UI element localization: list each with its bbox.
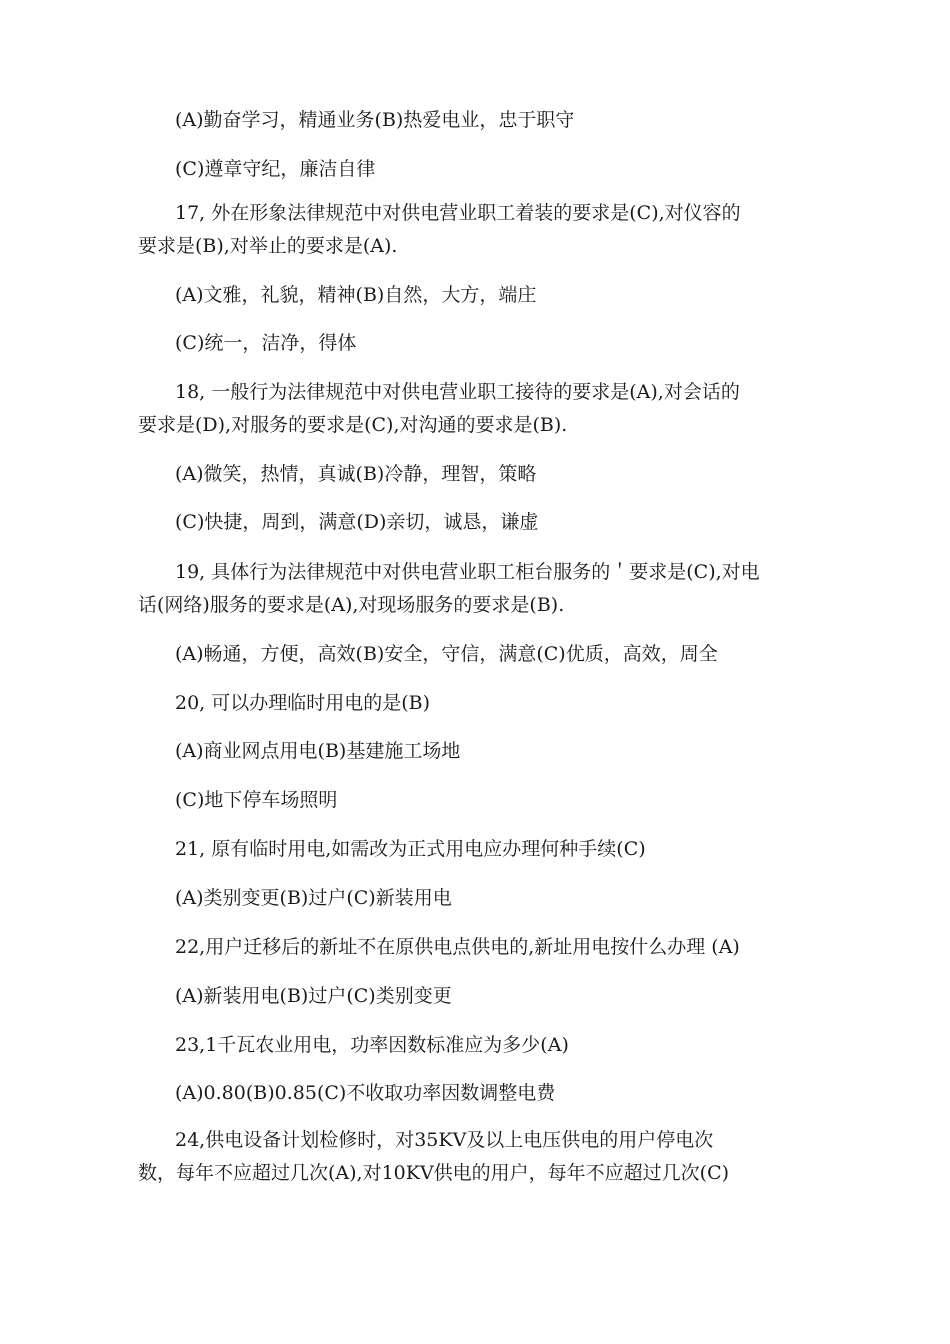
text-line: 话(网络)服务的要求是(A),对现场服务的要求是(B). (138, 594, 565, 616)
text-line: 20, 可以办理临时用电的是(B) (175, 692, 431, 714)
text-line: (A)文雅，礼貌，精神(B)自然，大方，端庄 (175, 284, 537, 306)
text-line: 17, 外在形象法律规范中对供电营业职工着装的要求是(C),对仪容的 (175, 202, 741, 224)
text-line: (A)畅通，方便，高效(B)安全，守信，满意(C)优质，高效，周全 (175, 643, 718, 665)
text-line: 24,供电设备计划检修时，对35KV及以上电压供电的用户停电次 (175, 1129, 714, 1151)
text-line: (A)勤奋学习，精通业务(B)热爱电业，忠于职守 (175, 109, 575, 131)
text-line: (C)统一，洁净，得体 (175, 332, 357, 354)
text-line: 21, 原有临时用电,如需改为正式用电应办理何种手续(C) (175, 838, 646, 860)
text-line: 23,1千瓦农业用电，功率因数标准应为多少(A) (175, 1034, 569, 1056)
text-line: (A)微笑，热情，真诚(B)冷静，理智，策略 (175, 463, 537, 485)
text-line: (C)遵章守纪，廉洁自律 (175, 158, 376, 180)
text-line: (A)0.80(B)0.85(C)不收取功率因数调整电费 (175, 1082, 556, 1104)
text-line: (A)类别变更(B)过户(C)新装用电 (175, 887, 452, 909)
text-line: 要求是(B),对举止的要求是(A). (138, 235, 398, 257)
text-line: 19, 具体行为法律规范中对供电营业职工柜台服务的＇要求是(C),对电 (175, 561, 760, 583)
text-line: (A)新装用电(B)过户(C)类别变更 (175, 985, 452, 1007)
text-line: 数，每年不应超过几次(A),对10KV供电的用户，每年不应超过几次(C) (138, 1162, 730, 1184)
text-line: 18, 一般行为法律规范中对供电营业职工接待的要求是(A),对会话的 (175, 381, 740, 403)
text-line: (C)快捷，周到，满意(D)亲切，诚恳，谦虚 (175, 511, 539, 533)
text-line: (A)商业网点用电(B)基建施工场地 (175, 740, 461, 762)
text-line: (C)地下停车场照明 (175, 789, 338, 811)
text-line: 要求是(D),对服务的要求是(C),对沟通的要求是(B). (138, 414, 568, 436)
text-line: 22,用户迁移后的新址不在原供电点供电的,新址用电按什么办理 (A) (175, 936, 740, 958)
